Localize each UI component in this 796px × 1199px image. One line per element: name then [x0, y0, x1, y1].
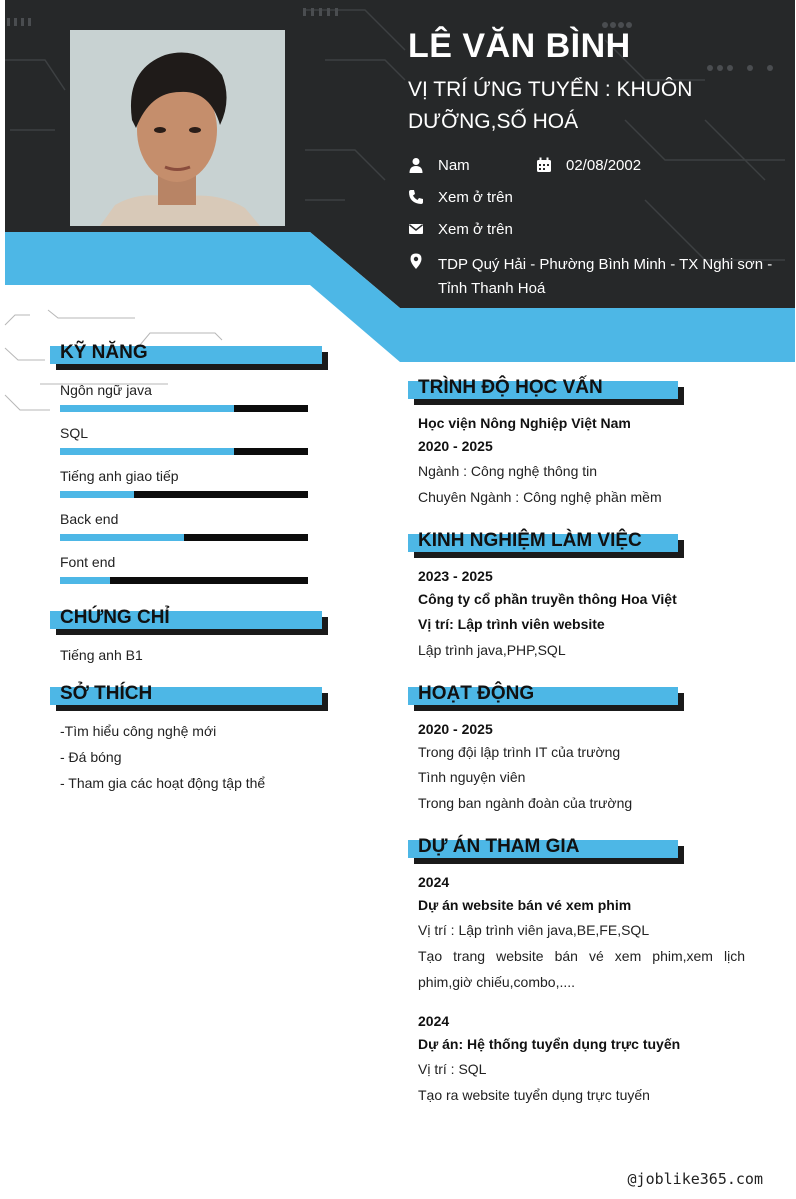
- email-value: Xem ở trên: [438, 221, 513, 238]
- email-row: [408, 221, 608, 241]
- project-name: Dự án: Hệ thống tuyển dụng trực tuyến: [418, 1036, 681, 1052]
- address-row: [408, 253, 778, 301]
- skill-level-bar: [60, 405, 308, 412]
- user-icon: [408, 157, 424, 173]
- project-role: Vị trí : SQL: [418, 1061, 487, 1077]
- phone-value: Xem ở trên: [438, 189, 513, 206]
- skill-level-bar: [60, 491, 308, 498]
- footer-watermark: @joblike365.com: [627, 1170, 763, 1188]
- skill-name: Tiếng anh giao tiếp: [60, 468, 179, 484]
- education-specialization: Chuyên Ngành : Công nghệ phần mềm: [418, 489, 662, 505]
- location-pin-icon: [408, 253, 424, 269]
- skill-name: Font end: [60, 554, 116, 570]
- hobbies-section-title: SỞ THÍCH: [50, 687, 330, 713]
- profile-photo: [70, 30, 285, 226]
- phone-icon: [408, 189, 424, 205]
- certificate-item: Tiếng anh B1: [60, 647, 143, 663]
- project-description: Tạo ra website tuyển dụng trực tuyến: [418, 1087, 650, 1103]
- skill-level-fill: [60, 448, 234, 455]
- candidate-name: LÊ VĂN BÌNH: [408, 27, 631, 65]
- activities-period: 2020 - 2025: [418, 721, 493, 737]
- job-description: Lập trình java,PHP,SQL: [418, 642, 566, 658]
- email-icon: [408, 221, 424, 237]
- skill-level-fill: [60, 577, 110, 584]
- skill-name: Ngôn ngữ java: [60, 382, 152, 398]
- hobby-item: - Tham gia các hoạt động tập thể: [60, 775, 266, 791]
- certificates-section-title: CHỨNG CHỈ: [50, 611, 330, 637]
- project-name: Dự án website bán vé xem phim: [418, 897, 632, 913]
- skill-level-bar: [60, 448, 308, 455]
- education-major: Ngành : Công nghệ thông tin: [418, 463, 598, 479]
- birthday-value: 02/08/2002: [566, 157, 642, 174]
- skill-level-bar: [60, 534, 308, 541]
- experience-period: 2023 - 2025: [418, 568, 493, 584]
- school-name: Học viện Nông Nghiệp Việt Nam: [418, 415, 631, 431]
- projects-section-title: DỰ ÁN THAM GIA: [408, 840, 688, 866]
- skill-level-fill: [60, 491, 134, 498]
- activity-item: Trong ban ngành đoàn của trường: [418, 795, 633, 811]
- activity-item: Tình nguyện viên: [418, 769, 526, 785]
- hobby-item: -Tìm hiểu công nghệ mới: [60, 723, 217, 739]
- calendar-icon: [536, 157, 552, 173]
- skill-name: SQL: [60, 425, 89, 441]
- project-year: 2024: [418, 1013, 450, 1029]
- project-year: 2024: [418, 874, 450, 890]
- skill-level-fill: [60, 405, 234, 412]
- project-description: Tạo trang website bán vé xem phim,xem lịch phim,giờ chiếu,combo,....: [418, 948, 745, 990]
- skill-level-bar: [60, 577, 308, 584]
- birthday-row: [536, 157, 686, 177]
- address-value: TDP Quý Hải - Phường Bình Minh - TX Nghi sơn - Tỉnh Thanh Hoá: [438, 256, 773, 297]
- activity-item: Trong đội lập trình IT của trường: [418, 744, 621, 760]
- gender-value: Nam: [438, 157, 470, 174]
- skill-level-fill: [60, 534, 184, 541]
- hobby-item: - Đá bóng: [60, 749, 122, 765]
- phone-row: [408, 189, 608, 209]
- experience-section-title: KINH NGHIỆM LÀM VIỆC: [408, 534, 688, 560]
- activities-section-title: HOẠT ĐỘNG: [408, 687, 688, 713]
- education-section-title: TRÌNH ĐỘ HỌC VẤN: [408, 381, 688, 407]
- project-role: Vị trí : Lập trình viên java,BE,FE,SQL: [418, 922, 650, 938]
- gender-row: [408, 157, 528, 177]
- job-role: Vị trí: Lập trình viên website: [418, 616, 605, 632]
- skills-section-title: KỸ NĂNG: [50, 346, 330, 372]
- education-period: 2020 - 2025: [418, 438, 493, 454]
- applied-position: VỊ TRÍ ỨNG TUYỂN : KHUÔN DƯỠNG,SỐ HOÁ: [408, 78, 693, 133]
- company-name: Công ty cổ phần truyền thông Hoa Việt: [418, 591, 677, 607]
- skill-name: Back end: [60, 511, 119, 527]
